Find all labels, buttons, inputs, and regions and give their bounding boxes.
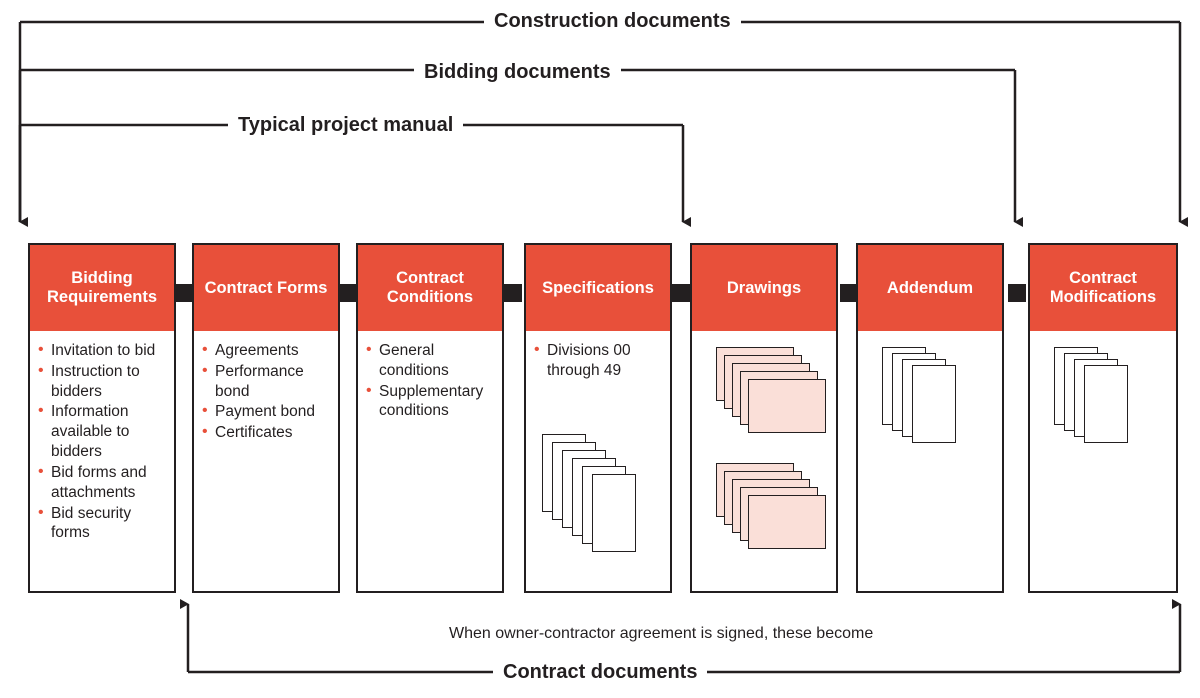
list-item: • Invitation to bid [38,341,166,361]
list-item: • Supplementary conditions [366,382,494,422]
bracket-label-contract-documents: Contract documents [493,662,707,682]
addendum-paper-stack-icon [866,341,994,481]
column-specifications [524,243,672,593]
bullet-list [202,341,330,443]
list-item: • Agreements [202,341,330,361]
list-item: • Payment bond [202,402,330,422]
column-body [1030,331,1176,591]
owner-contractor-note: When owner-contractor agreement is signed, these become [443,625,879,643]
bullet-list [366,341,494,421]
list-item: • General conditions [366,341,494,381]
connector-square [338,284,356,302]
column-title: Contract Forms [194,245,338,331]
connector-square [174,284,192,302]
column-bidding-requirements [28,243,176,593]
list-item: • Bid forms and attachments [38,463,166,503]
column-title: Bidding Requirements [30,245,174,331]
column-contract-modifications [1028,243,1178,593]
list-item: • Information available to bidders [38,402,166,461]
bullet-list [534,341,662,381]
connector-square [504,284,522,302]
specifications-paper-stack-icon [534,382,662,572]
column-title: Contract Conditions [358,245,502,331]
bracket-label-typical-project-manual: Typical project manual [228,115,463,135]
column-body [692,331,836,591]
column-body [358,331,502,591]
contract-modifications-paper-stack-icon [1038,341,1168,481]
column-title: Specifications [526,245,670,331]
column-body [858,331,1002,591]
drawings-sheet-stack-icon-bottom [700,451,828,561]
column-body [194,331,338,591]
column-contract-conditions [356,243,504,593]
bullet-list [38,341,166,543]
list-item: • Performance bond [202,362,330,402]
list-item: • Certificates [202,423,330,443]
column-body [30,331,174,591]
column-drawings [690,243,838,593]
column-title: Drawings [692,245,836,331]
column-title: Addendum [858,245,1002,331]
column-addendum [856,243,1004,593]
column-title: Contract Modifications [1030,245,1176,331]
bracket-label-bidding-documents: Bidding documents [414,62,621,82]
drawings-sheet-stack-icon-top [700,341,828,451]
connector-square [1008,284,1026,302]
bracket-label-construction-documents: Construction documents [484,11,741,31]
list-item: • Divisions 00 through 49 [534,341,662,381]
list-item: • Bid security forms [38,504,166,544]
column-body [526,331,670,591]
connector-square [672,284,690,302]
column-contract-forms [192,243,340,593]
list-item: • Instruction to bidders [38,362,166,402]
